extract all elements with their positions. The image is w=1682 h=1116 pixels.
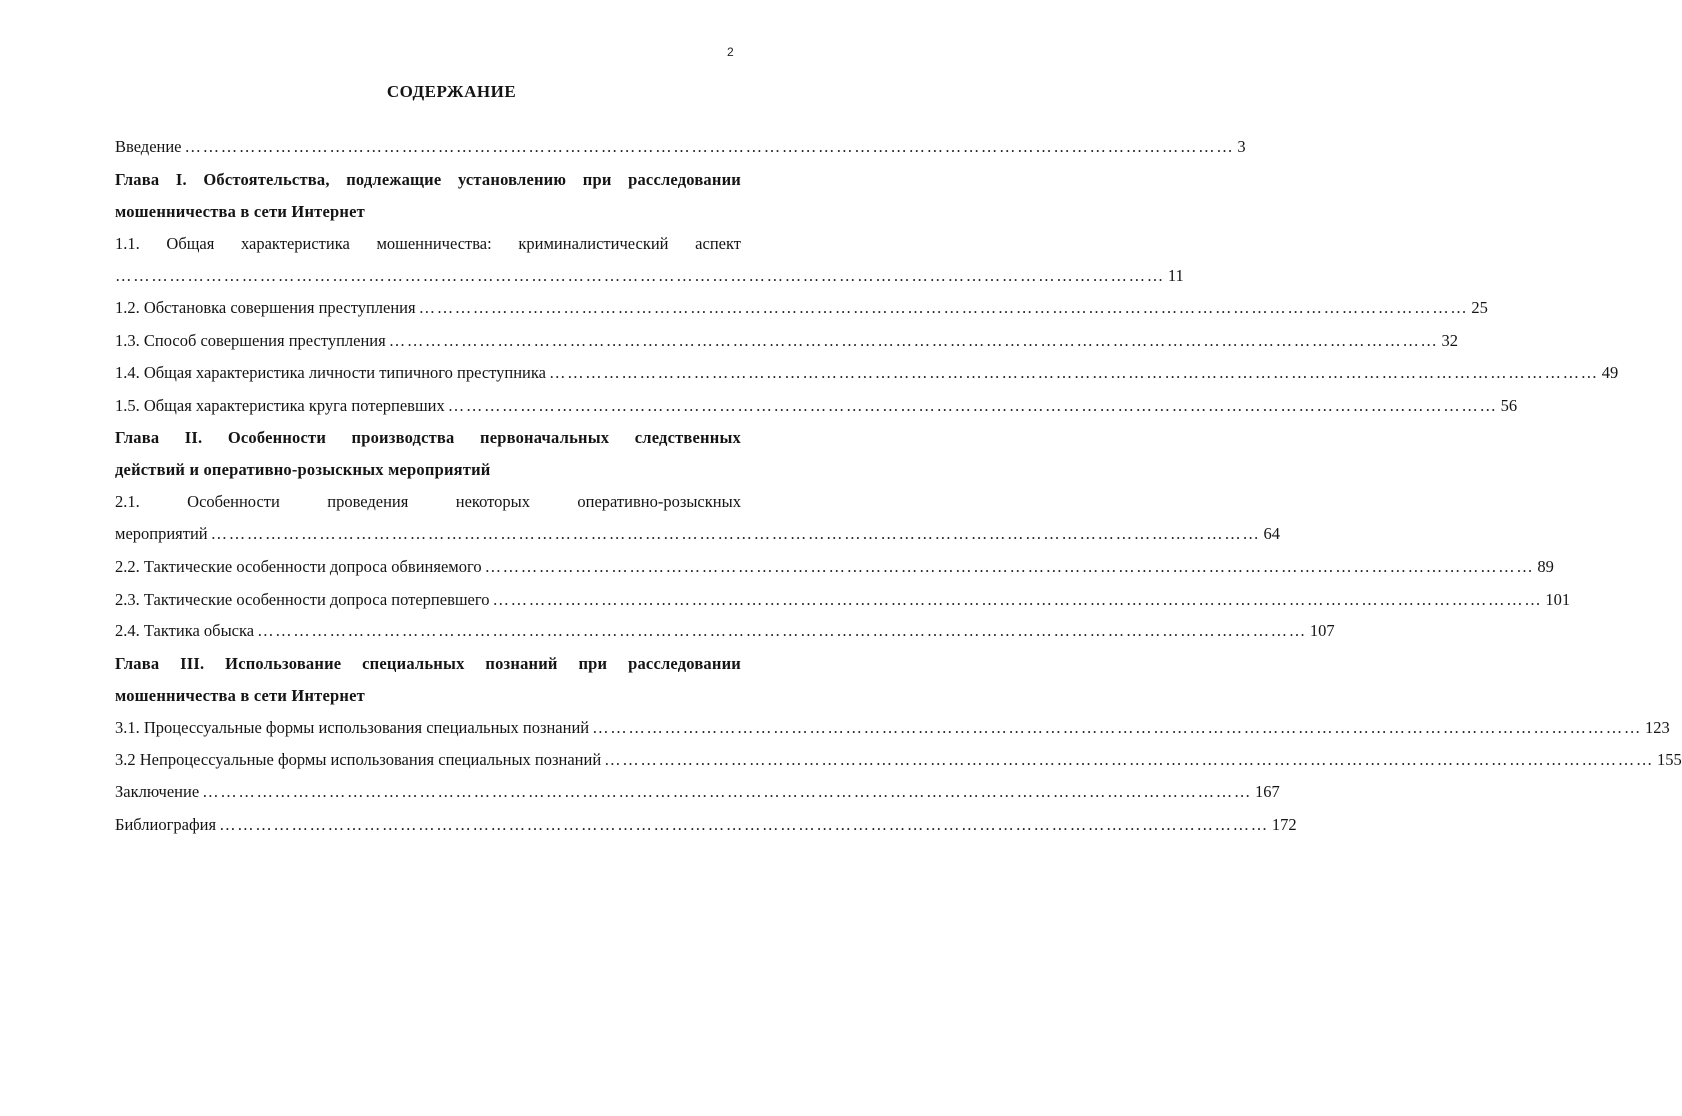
leader-dots: ………………………………………………………………………………………………………………………………………………………… — [447, 396, 1498, 415]
toc-entry-text: 2.2. Тактические особенности допроса обвиняемого — [115, 557, 482, 576]
toc-entry-1-2 — [115, 297, 1488, 319]
toc-entry-1-1-line2 — [115, 265, 1184, 287]
word: Обстоятельства, — [203, 170, 330, 189]
toc-chapter-1-line1 — [115, 169, 741, 191]
leader-dots: ………………………………………………………………………………………………………………………………………………………… — [257, 621, 1307, 640]
word: Особенности — [187, 492, 280, 511]
leader-dots: ………………………………………………………………………………………………………………………………………………………… — [219, 815, 1269, 834]
word: познаний — [485, 654, 558, 673]
toc-entry-1-1-line1 — [115, 233, 741, 255]
toc-entry-1-3 — [115, 330, 1459, 352]
word: установлению — [457, 170, 567, 189]
leader-dots: ………………………………………………………………………………………………………………………………………………………… — [548, 363, 1599, 382]
toc-entry-text: 1.2. Обстановка совершения преступления — [115, 298, 416, 317]
word: оперативно-розыскных — [577, 492, 741, 511]
toc-entry-1-5 — [115, 395, 1518, 417]
toc-chapter-3-line1 — [115, 653, 741, 675]
toc-page-number: 3 — [1237, 137, 1246, 156]
word: характеристика — [241, 234, 350, 253]
word: при — [582, 170, 612, 189]
word: 2.1. — [115, 492, 140, 511]
toc-entry-2-1-line1 — [115, 491, 741, 513]
toc-entry-2-2 — [115, 556, 1554, 578]
toc-page-number: 101 — [1545, 590, 1571, 609]
toc-entry-text: Библиография — [115, 815, 217, 834]
word: криминалистический — [518, 234, 669, 253]
word: первоначальных — [479, 428, 610, 447]
toc-entry-1-4 — [115, 362, 1619, 384]
toc-entry-conclusion — [115, 781, 1280, 803]
toc-page-number: 32 — [1441, 331, 1459, 350]
toc-chapter-1-line2: мошенничества в сети Интернет — [115, 202, 365, 221]
word: некоторых — [455, 492, 530, 511]
word: расследовании — [628, 654, 741, 673]
toc-page-number: 167 — [1254, 782, 1280, 801]
toc-page-number: 155 — [1656, 750, 1682, 769]
leader-dots: ………………………………………………………………………………………………………………………………………………………… — [184, 137, 1235, 156]
toc-entry-2-3 — [115, 589, 1571, 611]
toc-entry-text: 1.3. Способ совершения преступления — [115, 331, 386, 350]
toc-entry-text: 2.4. Тактика обыска — [115, 621, 255, 640]
leader-dots: ………………………………………………………………………………………………………………………………………………………… — [604, 750, 1654, 769]
toc-page-number: 11 — [1167, 266, 1184, 285]
toc-entry-text: 2.3. Тактические особенности допроса потерпевшего — [115, 590, 490, 609]
word: при — [578, 654, 608, 673]
leader-dots: ………………………………………………………………………………………………………………………………………………………… — [388, 331, 1439, 350]
word: Использование — [225, 654, 342, 673]
leader-dots: ………………………………………………………………………………………………………………………………………………………… — [115, 266, 1165, 285]
toc-page-number: 107 — [1309, 621, 1335, 640]
leader-dots: ………………………………………………………………………………………………………………………………………………………… — [592, 718, 1642, 737]
toc-entry-3-1 — [115, 717, 1670, 739]
word: производства — [351, 428, 455, 447]
leader-dots: ………………………………………………………………………………………………………………………………………………………… — [210, 524, 1261, 543]
toc-entry-text: 3.2 Непроцессуальные формы использования специальных познаний — [115, 750, 602, 769]
toc-entry-3-2 — [115, 749, 1682, 771]
toc-page-number: 49 — [1601, 363, 1619, 382]
toc-page-number: 123 — [1644, 718, 1670, 737]
toc-entry-2-1-line2 — [115, 523, 1280, 545]
toc-chapter-2-line1 — [115, 427, 741, 449]
toc-entry-text: Введение — [115, 137, 182, 156]
leader-dots: ………………………………………………………………………………………………………………………………………………………… — [418, 298, 1469, 317]
toc-entry-text: 1.4. Общая характеристика личности типичного преступника — [115, 363, 546, 382]
toc-page-number: 56 — [1500, 396, 1518, 415]
word: проведения — [327, 492, 409, 511]
toc-entry-2-4 — [115, 620, 1335, 642]
word: следственных — [634, 428, 741, 447]
word: II. — [184, 428, 203, 447]
toc-title: СОДЕРЖАНИЕ — [386, 82, 517, 101]
word: Глава — [115, 428, 160, 447]
toc-page-number: 172 — [1271, 815, 1297, 834]
toc-entry-text: Заключение — [115, 782, 200, 801]
word: Особенности — [227, 428, 327, 447]
word: 1.1. — [115, 234, 140, 253]
word: аспект — [695, 234, 741, 253]
word: Глава — [115, 170, 160, 189]
word: расследовании — [628, 170, 741, 189]
toc-chapter-2-line2: действий и оперативно-розыскных мероприятий — [115, 460, 491, 479]
word: специальных — [362, 654, 465, 673]
word: III. — [180, 654, 205, 673]
toc-entry-text: мероприятий — [115, 524, 208, 543]
leader-dots: ………………………………………………………………………………………………………………………………………………………… — [492, 590, 1543, 609]
toc-entry-bibliography — [115, 814, 1297, 836]
leader-dots: ………………………………………………………………………………………………………………………………………………………… — [484, 557, 1535, 576]
word: подлежащие — [346, 170, 442, 189]
toc-entry-text: 3.1. Процессуальные формы использования специальных познаний — [115, 718, 590, 737]
toc-page-number: 25 — [1471, 298, 1488, 317]
toc-chapter-3-line2: мошенничества в сети Интернет — [115, 686, 365, 705]
leader-dots: ………………………………………………………………………………………………………………………………………………………… — [202, 782, 1252, 801]
word: мошенничества: — [376, 234, 492, 253]
toc-entry-text: 1.5. Общая характеристика круга потерпевших — [115, 396, 445, 415]
toc-page-number: 64 — [1263, 524, 1280, 543]
toc-entry-intro — [115, 136, 1246, 158]
word: I. — [175, 170, 187, 189]
word: Глава — [115, 654, 160, 673]
page-number: 2 — [727, 45, 734, 59]
toc-page-number: 89 — [1537, 557, 1554, 576]
word: Общая — [166, 234, 215, 253]
